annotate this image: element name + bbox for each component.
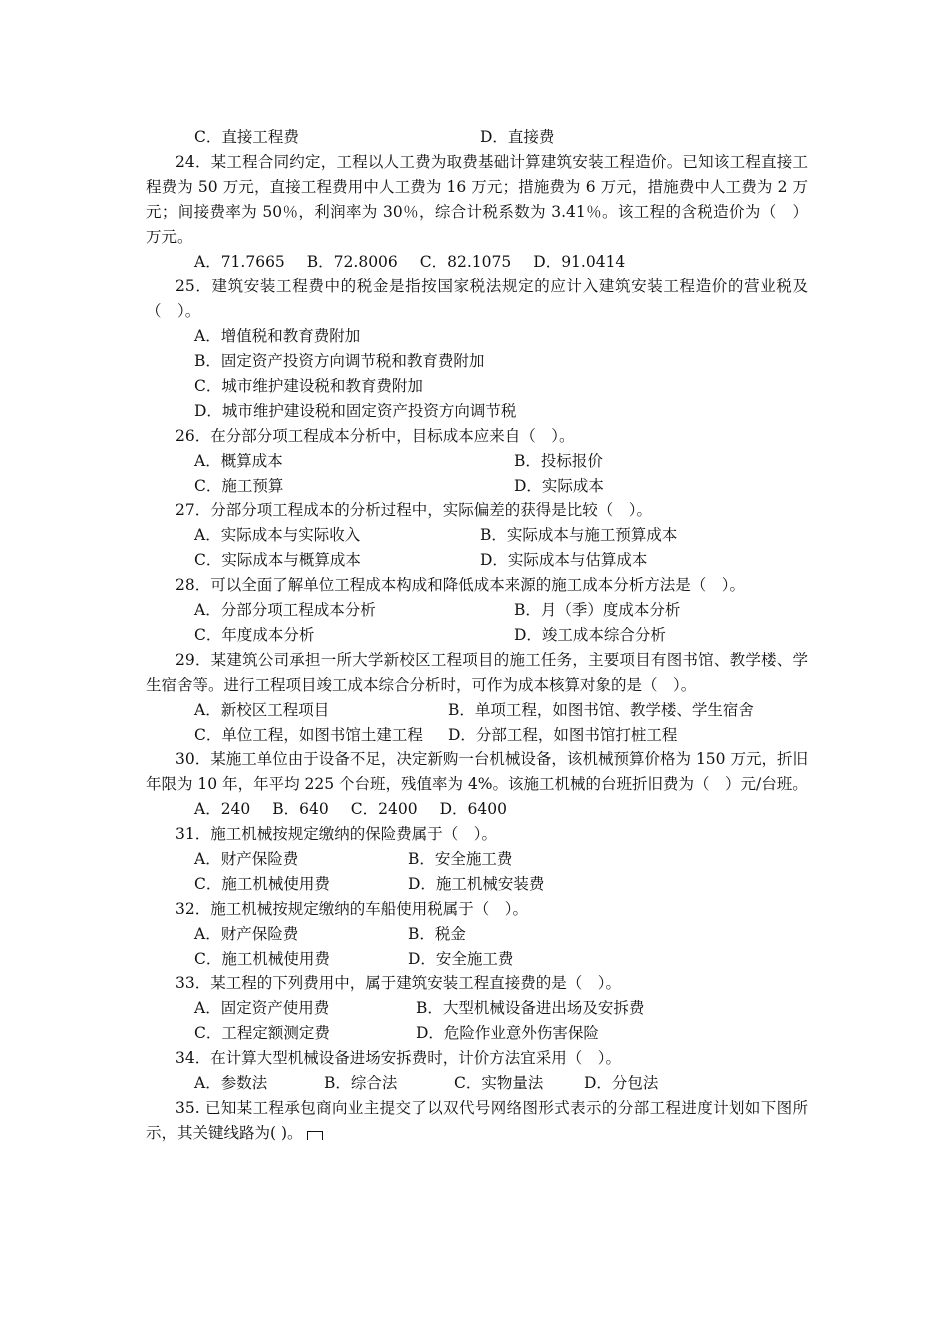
q32-option-b: B．税金 [408, 924, 466, 943]
q32-option-c: C．施工机械使用费 [194, 949, 330, 968]
q30-option-a: A．240 [194, 800, 251, 819]
q33-option-d: D．危险作业意外伤害保险 [416, 1024, 599, 1043]
figure-anchor-icon [307, 1131, 323, 1140]
q32-option-d: D．安全施工费 [408, 949, 514, 968]
q34-option-c: C．实物量法 [454, 1074, 544, 1092]
q24-option-d: D．91.0414 [533, 252, 626, 271]
q27-option-b: B．实际成本与施工预算成本 [480, 526, 678, 545]
q30-options [146, 797, 808, 822]
q28-stem: 28．可以全面了解单位工程成本构成和降低成本来源的施工成本分析方法是（ ）。 [175, 576, 745, 595]
q32-option-a: A．财产保险费 [194, 924, 299, 943]
q31-options-row2 [146, 872, 808, 897]
q31-option-c: C．施工机械使用费 [194, 874, 330, 893]
q33-option-c: C．工程定额测定费 [194, 1024, 330, 1043]
q26-options-row1 [146, 449, 808, 474]
q29-option-b: B．单项工程，如图书馆、教学楼、学生宿舍 [448, 700, 754, 719]
q25-stem: 25．建筑安装工程费中的税金是指按国家税法规定的应计入建筑安装工程造价的营业税及（ ）。 [146, 277, 808, 321]
q31-options-row1 [146, 847, 808, 872]
q26-option-a: A．概算成本 [194, 451, 283, 470]
q24-option-a: A．71.7665 [194, 252, 285, 271]
q23-options [146, 125, 808, 150]
q30-option-c: C．2400 [350, 800, 418, 819]
q25-option-d: D．城市维护建设税和固定资产投资方向调节税 [194, 401, 517, 420]
q29-option-c: C．单位工程，如图书馆土建工程 [194, 725, 423, 744]
q32-options-row2 [146, 947, 808, 972]
q27-options-row1 [146, 523, 808, 548]
q33-options-row1 [146, 996, 808, 1021]
q33-options-row2 [146, 1021, 808, 1046]
q33-stem: 33．某工程的下列费用中，属于建筑安装工程直接费的是（ ）。 [175, 974, 621, 993]
q35-stem-block [146, 1096, 808, 1146]
q23-option-c: C．直接工程费 [194, 128, 299, 146]
q27-options-row2 [146, 548, 808, 573]
q28-options-row1 [146, 598, 808, 623]
q26-stem: 26．在分部分项工程成本分析中，目标成本应来自（ ）。 [175, 426, 575, 445]
q31-option-b: B．安全施工费 [408, 849, 513, 868]
q30-stem: 30．某施工单位由于设备不足，决定新购一台机械设备，该机械预算价格为 150 万元，折旧年限为 10 年，年平均 225 个台班，残值率为 4%。该施工机械的台班折旧费为（ ）元/台班。 [146, 750, 808, 794]
q28-options-row2 [146, 623, 808, 648]
q24-option-c: C．82.1075 [419, 252, 512, 271]
q25-option-a: A．增值税和教育费附加 [194, 327, 361, 346]
q29-option-d: D．分部工程，如图书馆打桩工程 [448, 725, 678, 744]
q26-option-d: D．实际成本 [514, 476, 604, 495]
q32-options-row1 [146, 922, 808, 947]
q34-options [146, 1071, 808, 1096]
q28-option-b: B．月（季）度成本分析 [514, 601, 681, 620]
q35-stem: 35. 已知某工程承包商向业主提交了以双代号网络图形式表示的分部工程进度计划如下图所示，其关键线路为( )。 [146, 1098, 808, 1142]
q28-option-d: D．竣工成本综合分析 [514, 625, 666, 644]
q33-option-a: A．固定资产使用费 [194, 999, 330, 1018]
q29-options-row1 [146, 698, 808, 723]
q26-option-c: C．施工预算 [194, 476, 284, 495]
question-list [146, 125, 808, 1146]
q24-options [146, 250, 808, 275]
q25-option-b: B．固定资产投资方向调节税和教育费附加 [194, 352, 485, 371]
q26-options-row2 [146, 474, 808, 499]
q34-option-a: A．参数法 [194, 1074, 268, 1092]
q34-option-b: B．综合法 [324, 1074, 398, 1092]
q27-option-a: A．实际成本与实际收入 [194, 526, 361, 545]
q29-stem: 29．某建筑公司承担一所大学新校区工程项目的施工任务，主要项目有图书馆、教学楼、学生宿舍等。进行工程项目竣工成本综合分析时，可作为成本核算对象的是（ ）。 [146, 650, 808, 694]
q25-option-c: C．城市维护建设税和教育费附加 [194, 377, 423, 395]
q31-stem: 31．施工机械按规定缴纳的保险费属于（ ）。 [175, 825, 497, 844]
q24-stem: 24．某工程合同约定，工程以人工费为取费基础计算建筑安装工程造价。已知该工程直接工程费为 50 万元，直接工程费用中人工费为 16 万元；措施费为 6 万元，措施费中人工费为 2 万元；间接费率为 50％，利润率为 30％，综合计税系数为 3.41％。该工程的含税造价为（ ）万元。 [146, 152, 808, 246]
q31-option-a: A．财产保险费 [194, 849, 299, 868]
q33-option-b: B．大型机械设备进出场及安拆费 [416, 999, 645, 1018]
q29-option-a: A．新校区工程项目 [194, 700, 330, 719]
q30-option-b: B．640 [272, 800, 329, 819]
q31-option-d: D．施工机械安装费 [408, 874, 545, 893]
q27-stem: 27．分部分项工程成本的分析过程中，实际偏差的获得是比较（ ）。 [175, 501, 652, 520]
q34-stem: 34．在计算大型机械设备进场安拆费时，计价方法宜采用（ ）。 [175, 1049, 621, 1068]
q26-option-b: B．投标报价 [514, 451, 603, 470]
q32-stem: 32．施工机械按规定缴纳的车船使用税属于（ ）。 [175, 899, 528, 918]
q34-option-d: D．分包法 [584, 1074, 659, 1092]
q23-option-d: D．直接费 [480, 128, 555, 146]
q24-option-b: B．72.8006 [306, 252, 398, 271]
q30-option-d: D．6400 [439, 800, 507, 819]
q27-option-d: D．实际成本与估算成本 [480, 551, 648, 570]
q28-option-a: A．分部分项工程成本分析 [194, 601, 376, 620]
q27-option-c: C．实际成本与概算成本 [194, 551, 361, 570]
q28-option-c: C．年度成本分析 [194, 625, 315, 644]
q29-options-row2 [146, 723, 808, 748]
